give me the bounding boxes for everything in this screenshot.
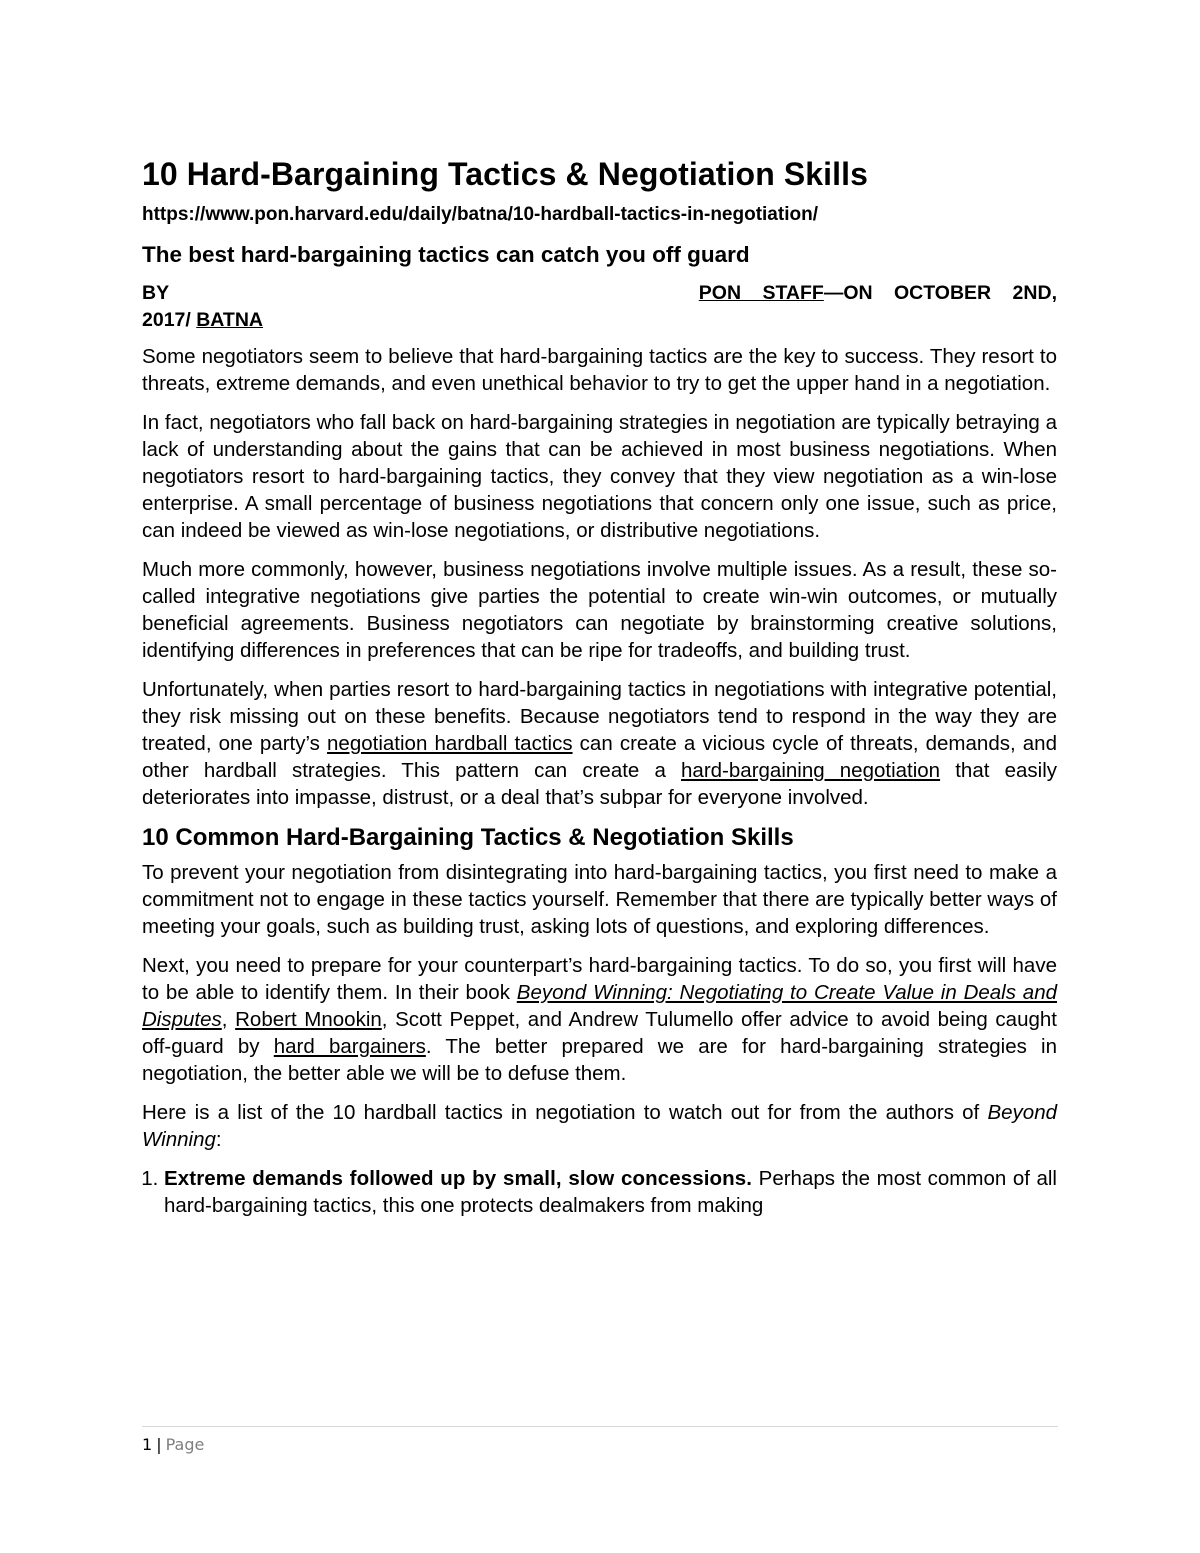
paragraph-text: can create a vicious cycle of threats, demands, and other hardball strategies. This pattern can create a [142, 732, 1057, 782]
paragraph-intro: Some negotiators seem to believe that hard-bargaining tactics are the key to success. They resort to threats, extreme demands, and even unethical behavior to try to get the upper hand in a negotiation. [142, 345, 1057, 395]
source-url: https://www.pon.harvard.edu/daily/batna/10-hardball-tactics-in-negotiation/ [142, 204, 818, 225]
paragraph-text: : [215, 1128, 222, 1151]
book-link[interactable]: Beyond Winning: Negotiating to Create Value in Deals and Disputes [142, 981, 1058, 1031]
paragraph-text: . The better prepared we are for hard-bargaining strategies in negotiation, the better able we will be to defuse them. [142, 1035, 1057, 1085]
tactic-text: Perhaps the most common of all hard-bargaining tactics, this one protects dealmakers from making [164, 1167, 1057, 1217]
page-title: 10 Hard-Bargaining Tactics & Negotiation Skills [142, 156, 869, 192]
footer-divider [142, 1426, 1058, 1427]
paragraph-in-fact: In fact, negotiators who fall back on hard-bargaining strategies in negotiation are typically betraying a lack of understanding about the gains that can be achieved in most business negotiations. When negotiators resort to hard-bargaining tactics, they convey that they view negotiation as a win-lose enterprise. A small percentage of business negotiations that concern only one issue, such as price, can indeed be viewed as win-lose negotiations, or distributive negotiations. [142, 411, 1057, 542]
paragraph-text: Unfortunately, when parties resort to hard-bargaining tactics in negotiations with integrative potential, they risk missing out on these benefits. Because negotiators tend to respond in the way they are treated, one party’s [142, 678, 1057, 755]
negotiation-hardball-tactics-link[interactable]: negotiation hardball tactics [327, 732, 573, 755]
paragraph-text: Next, you need to prepare for your counterpart’s hard-bargaining tactics. To do so, you first will have to be able to identify them. In their book [142, 954, 1057, 1004]
paragraph-unfortunately [142, 676, 1057, 811]
page-label: Page [165, 1435, 205, 1454]
tactic-heading: Extreme demands followed up by small, slow concessions. [164, 1167, 753, 1190]
page-footer [142, 1434, 204, 1456]
byline-date: —ON OCTOBER 2ND, [823, 282, 1057, 304]
byline [142, 280, 1057, 334]
footer-separator: | [156, 1435, 162, 1454]
paragraph-integrative: Much more commonly, however, business negotiations involve multiple issues. As a result, these so-called integrative negotiations give parties the potential to create win-win outcomes, or mutually beneficial agreements. Business negotiators can negotiate by brainstorming creative solutions, identifying differences in preferences that can be ripe for tradeoffs, and building trust. [142, 558, 1057, 662]
category-link[interactable]: BATNA [196, 309, 264, 331]
author-link[interactable]: PON STAFF [698, 282, 824, 304]
page-number: 1 [142, 1435, 153, 1454]
paragraph-prevent: To prevent your negotiation from disintegrating into hard-bargaining tactics, you first need to make a commitment not to engage in these tactics yourself. Remember that there are typically better ways of meeting your goals, such as building trust, asking lots of questions, and exploring differences. [142, 861, 1057, 938]
robert-mnookin-link[interactable]: Robert Mnookin [235, 1008, 382, 1031]
hard-bargaining-negotiation-link[interactable]: hard-bargaining negotiation [681, 759, 941, 782]
paragraph-text: , [221, 1008, 236, 1031]
paragraph-text: , Scott Peppet, and Andrew Tulumello offer advice to avoid being caught off-guard by [142, 1008, 1057, 1058]
document-page [142, 152, 1057, 1219]
paragraph-text: that easily deteriorates into impasse, distrust, or a deal that’s subpar for everyone involved. [142, 759, 1057, 809]
byline-year: 2017/ [142, 309, 197, 331]
byline-by: BY [142, 282, 170, 304]
section-heading: 10 Common Hard-Bargaining Tactics & Negotiation Skills [142, 824, 794, 851]
list-item [164, 1165, 1057, 1219]
paragraph-next [142, 952, 1057, 1087]
paragraph-text: Here is a list of the 10 hardball tactics in negotiation to watch out for from the authors of [142, 1101, 988, 1124]
book-title: Beyond Winning [142, 1101, 1057, 1151]
hard-bargainers-link[interactable]: hard bargainers [273, 1035, 426, 1058]
tactics-list [142, 1165, 1057, 1219]
subtitle: The best hard-bargaining tactics can catch you off guard [142, 242, 750, 267]
paragraph-list-intro [142, 1099, 1057, 1153]
